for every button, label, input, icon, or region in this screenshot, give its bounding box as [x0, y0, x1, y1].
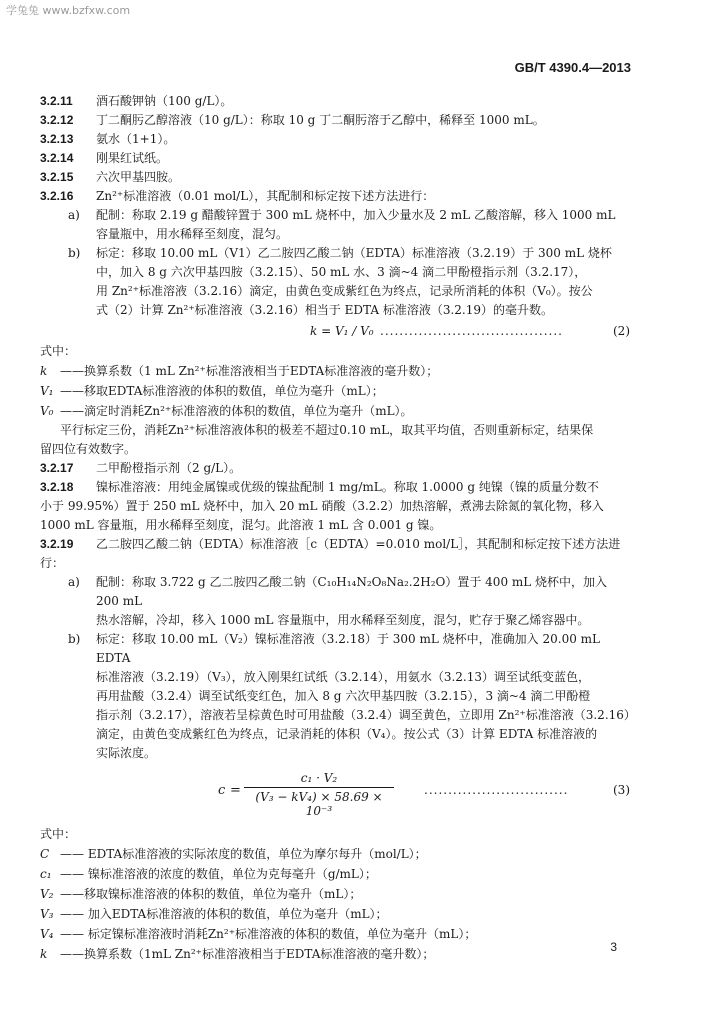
section-line: 行：	[40, 556, 65, 570]
variable-description: ——移取EDTA标准溶液的体积的数值，单位为毫升（mL）；	[60, 384, 384, 398]
variable-symbol: k	[40, 947, 48, 961]
section-text: 镍标准溶液：用纯金属镍或优级的镍盐配制 1 mg/mL。称取 1.0000 g 纯镍（镍的质量分数不	[96, 480, 599, 494]
variable-definition	[40, 381, 630, 401]
variable-description: —— 加入EDTA标准溶液的体积的数值，单位为毫升（mL）；	[60, 907, 388, 921]
variable-symbol: V₃	[40, 907, 54, 921]
section-number: 3.2.12	[40, 113, 74, 127]
section-number: 3.2.14	[40, 151, 74, 165]
page-number: 3	[610, 940, 617, 954]
step-line: 式（2）计算 Zn²⁺标准溶液（3.2.16）相当于 EDTA 标准溶液（3.2.19）的毫升数。	[96, 303, 554, 317]
variable-symbol: V₁	[40, 384, 54, 398]
step-line: 标定：移取 10.00 mL（V₂）镍标准溶液（3.2.18）于 300 mL 烧杯中，准确加入 20.00 mL EDTA	[96, 632, 601, 665]
equation-number: (2)	[613, 324, 630, 338]
step-line: 用 Zn²⁺标准溶液（3.2.16）滴定，由黄色变成紫红色为终点，记录所消耗的体积（V₀）。按公	[96, 284, 593, 298]
variable-description: ——换算系数（1 mL Zn²⁺标准溶液相当于EDTA标准溶液的毫升数）；	[60, 364, 439, 378]
formula-denominator: (V₃ − kV₄) × 58.69 × 10⁻³	[255, 790, 383, 818]
formula-leader-dots: ......................................	[380, 324, 563, 338]
formula-fraction	[244, 771, 394, 818]
formula-expression: k = V₁ / V₀	[310, 324, 374, 338]
note-line: 留四位有效数字。	[40, 442, 137, 456]
step-b-calibration	[40, 244, 630, 320]
step-line: 指示剂（3.2.17），溶液若呈棕黄色时可用盐酸（3.2.4）调至黄色，立即用 Zn²⁺标准溶液（3.2.16）	[96, 708, 636, 722]
note-line: 平行标定三份，消耗Zn²⁺标准溶液体积的极差不超过0.10 mL，取其平均值，否则重新标定，结果保	[60, 423, 594, 437]
formula-2	[40, 320, 630, 342]
variable-symbol: V₀	[40, 404, 54, 418]
step-line: 滴定，由黄色变成紫红色为终点，记录消耗的体积（V₄）。按公式（3）计算 EDTA 标准溶液的	[96, 727, 598, 741]
variable-definition	[40, 944, 630, 964]
step-line: 热水溶解，冷却，移入 1000 mL 容量瓶中，用水稀释至刻度，混匀，贮存于聚乙烯容器中。	[96, 613, 590, 627]
variable-symbol: k	[40, 364, 48, 378]
section-number: 3.2.13	[40, 132, 74, 146]
section-text: 乙二胺四乙酸二钠（EDTA）标准溶液［c（EDTA）=0.010 mol/L］，其配制和标定按下述方法进	[96, 537, 621, 551]
section-text: 刚果红试纸。	[96, 151, 169, 165]
variable-description: —— 镍标准溶液的浓度的数值，单位为克每毫升（g/mL）；	[60, 867, 377, 881]
section-number: 3.2.18	[40, 480, 74, 494]
step-line: 实际浓度。	[96, 746, 157, 760]
formula-3	[40, 771, 630, 818]
formula-equals: =	[230, 783, 241, 798]
section-3-2-13	[40, 130, 630, 149]
variable-description: —— 标定镍标准溶液时消耗Zn²⁺标准溶液的体积的数值，单位为毫升（mL）；	[60, 927, 477, 941]
step-letter: b)	[68, 632, 81, 646]
section-number: 3.2.11	[40, 94, 73, 108]
section-3-2-15	[40, 168, 630, 187]
variable-definition	[40, 844, 630, 864]
step-letter: a)	[68, 575, 80, 589]
variable-description: ——滴定时消耗Zn²⁺标准溶液的体积的数值，单位为毫升（mL）。	[60, 404, 413, 418]
section-3-2-16	[40, 187, 630, 206]
section-text: 二甲酚橙指示剂（2 g/L）。	[96, 461, 242, 475]
section-line: 小于 99.95%）置于 250 mL 烧杯中，加入 20 mL 硝酸（3.2.2）加热溶解，煮沸去除氮的氧化物，移入	[40, 499, 604, 513]
step-line: 再用盐酸（3.2.4）调至试纸变红色，加入 8 g 六次甲基四胺（3.2.15），3 滴~4 滴二甲酚橙	[96, 689, 591, 703]
variable-symbol: C	[40, 847, 50, 861]
where-label: 式中：	[40, 827, 77, 841]
variable-symbol: c₁	[40, 867, 52, 881]
where-label: 式中：	[40, 344, 77, 358]
section-number: 3.2.16	[40, 189, 74, 203]
variable-symbol: V₄	[40, 927, 54, 941]
section-text: 酒石酸钾钠（100 g/L）。	[96, 94, 233, 108]
step-a-prep	[40, 206, 630, 244]
section-line: 1000 mL 容量瓶，用水稀释至刻度，混匀。此溶液 1 mL 含 0.001 g 镍。	[40, 518, 442, 532]
section-text: 丁二酮肟乙醇溶液（10 g/L）：称取 10 g 丁二酮肟溶于乙醇中，稀释至 1000 mL。	[96, 113, 545, 127]
step-letter: b)	[68, 246, 81, 260]
variable-definition	[40, 924, 630, 944]
variable-definition	[40, 864, 630, 884]
section-3-2-17	[40, 459, 630, 478]
step-b-calibration	[40, 630, 636, 763]
variable-description: ——移取镍标准溶液的体积的数值，单位为毫升（mL）；	[60, 887, 362, 901]
variable-description: —— EDTA标准溶液的实际浓度的数值，单位为摩尔每升（mol/L）；	[60, 847, 427, 861]
variable-description: ——换算系数（1mL Zn²⁺标准溶液相当于EDTA标准溶液的毫升数）；	[60, 947, 435, 961]
standard-code: GB/T 4390.4—2013	[514, 60, 631, 75]
section-3-2-14	[40, 149, 630, 168]
step-line: 配制：称取 3.722 g 乙二胺四乙酸二钠（C₁₀H₁₄N₂O₈Na₂.2H₂O）置于 400 mL 烧杯中，加入 200 mL	[96, 575, 608, 608]
step-line: 容量瓶中，用水稀释至刻度，混匀。	[96, 227, 289, 241]
step-line: 标定：移取 10.00 mL（V1）乙二胺四乙酸二钠（EDTA）标准溶液（3.2.19）于 300 mL 烧杯	[96, 246, 612, 260]
variable-definition	[40, 904, 630, 924]
section-number: 3.2.17	[40, 461, 74, 475]
variable-symbol: V₂	[40, 887, 54, 901]
section-text: 氨水（1+1）。	[96, 132, 176, 146]
section-3-2-11	[40, 92, 630, 111]
step-line: 标准溶液（3.2.19）（V₃），放入刚果红试纸（3.2.14），用氨水（3.2.13）调至试纸变蓝色，	[96, 670, 590, 684]
section-text: Zn²⁺标准溶液（0.01 mol/L），其配制和标定按下述方法进行：	[96, 189, 435, 203]
site-watermark: 学兔兔 www.bzfxw.com	[6, 4, 131, 17]
section-number: 3.2.19	[40, 537, 74, 551]
step-line: 中，加入 8 g 六次甲基四胺（3.2.15）、50 mL 水、3 滴~4 滴二甲酚橙指示剂（3.2.17），	[96, 265, 587, 279]
section-text: 六次甲基四胺。	[96, 170, 181, 184]
equation-number: (3)	[613, 783, 630, 797]
step-a-prep	[40, 573, 630, 630]
section-3-2-18	[40, 478, 630, 535]
variable-definition	[40, 884, 630, 904]
section-3-2-19	[40, 535, 630, 573]
step-letter: a)	[68, 208, 80, 222]
formula-lhs: c	[218, 783, 226, 798]
document-body	[40, 92, 636, 964]
section-number: 3.2.15	[40, 170, 74, 184]
calibration-note	[40, 421, 630, 459]
variable-definition	[40, 361, 630, 381]
variable-definition	[40, 401, 630, 421]
step-line: 配制：称取 2.19 g 醋酸锌置于 300 mL 烧杯中，加入少量水及 2 mL 乙酸溶解，移入 1000 mL	[96, 208, 616, 222]
section-3-2-12	[40, 111, 630, 130]
formula-numerator: c₁ · V₂	[244, 771, 394, 788]
formula-leader-dots: ..............................	[424, 783, 569, 797]
